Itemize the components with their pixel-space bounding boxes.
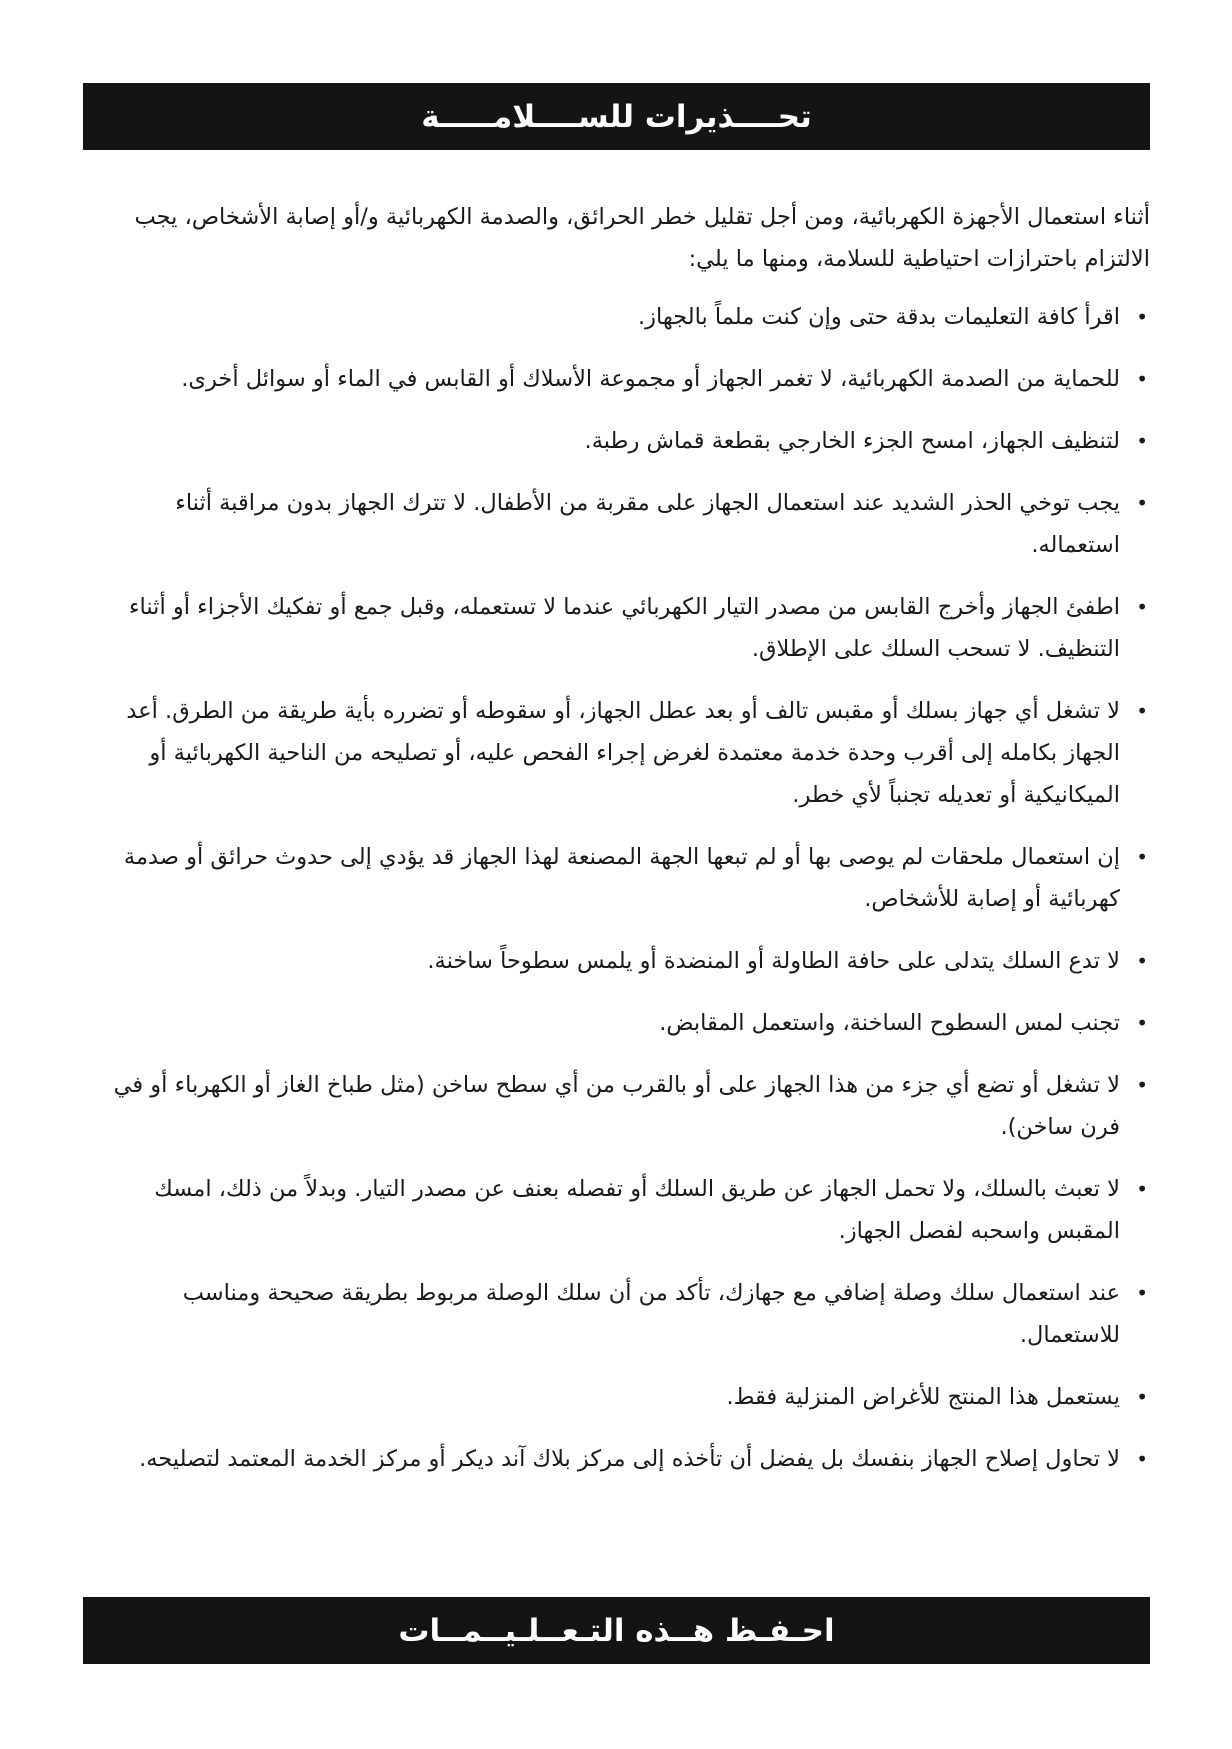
list-item: [96, 1438, 1150, 1480]
header-banner: [83, 83, 1150, 150]
footer-banner: [83, 1597, 1150, 1664]
list-item-text: لا تشغل أي جهاز بسلك أو مقبس تالف أو بعد عطل الجهاز، أو سقوطه أو تضرره بأية طريقة من الطرق. أعد الجهاز بكامله إلى أقرب وحدة خدمة معتمدة لغرض إجراء الفحص عليه، أو تصليحه من الناحية الكهربائية أو الميكانيكية أو تعديله تجنباً لأي خطر.: [126, 698, 1120, 808]
list-item-text: لا تحاول إصلاح الجهاز بنفسك بل يفضل أن تأخذه إلى مركز بلاك آند ديكر أو مركز الخدمة المعتمد لتصليحه.: [139, 1446, 1120, 1472]
list-item: [96, 482, 1150, 566]
bullet-icon: •: [1136, 1447, 1148, 1471]
bullet-icon: •: [1136, 595, 1148, 619]
bullet-icon: •: [1136, 1011, 1148, 1035]
list-item-text: اقرأ كافة التعليمات بدقة حتى وإن كنت ملماً بالجهاز.: [638, 304, 1120, 330]
list-item-text: لا تدع السلك يتدلى على حافة الطاولة أو المنضدة أو يلمس سطوحاً ساخنة.: [427, 948, 1120, 974]
list-item: [96, 690, 1150, 816]
bullet-icon: •: [1136, 949, 1148, 973]
footer-title: احـفـظ هــذه التـعــلـيــمــات: [398, 1612, 835, 1649]
list-item: [96, 1376, 1150, 1418]
list-item-text: للحماية من الصدمة الكهربائية، لا تغمر الجهاز أو مجموعة الأسلاك أو القابس في الماء أو سوائل أخرى.: [181, 366, 1120, 392]
page-title: تحــــذيرات للســــلامـــــة: [421, 98, 812, 135]
bullet-icon: •: [1136, 1281, 1148, 1305]
bullet-icon: •: [1136, 305, 1148, 329]
bullet-icon: •: [1136, 367, 1148, 391]
list-item: [96, 836, 1150, 920]
safety-list: [96, 296, 1150, 1480]
bullet-icon: •: [1136, 1385, 1148, 1409]
bullet-icon: •: [1136, 1073, 1148, 1097]
bullet-icon: •: [1136, 699, 1148, 723]
list-item: [96, 1272, 1150, 1356]
list-item-text: يجب توخي الحذر الشديد عند استعمال الجهاز على مقربة من الأطفال. لا تترك الجهاز بدون مراقبة أثناء استعماله.: [175, 490, 1120, 558]
list-item: [96, 1168, 1150, 1252]
list-item: [96, 358, 1150, 400]
bullet-icon: •: [1136, 1177, 1148, 1201]
list-item-text: لا تشغل أو تضع أي جزء من هذا الجهاز على أو بالقرب من أي سطح ساخن (مثل طباخ الغاز أو الكهرباء أو في فرن ساخن).: [113, 1072, 1120, 1140]
list-item: [96, 940, 1150, 982]
list-item: [96, 586, 1150, 670]
bullet-icon: •: [1136, 491, 1148, 515]
safety-content: [96, 196, 1150, 1500]
list-item: [96, 1064, 1150, 1148]
list-item-text: تجنب لمس السطوح الساخنة، واستعمل المقابض.: [659, 1010, 1120, 1036]
bullet-icon: •: [1136, 429, 1148, 453]
list-item: [96, 1002, 1150, 1044]
intro-paragraph: أثناء استعمال الأجهزة الكهربائية، ومن أجل تقليل خطر الحرائق، والصدمة الكهربائية و/أو إصابة الأشخاص، يجب الالتزام باحترازات احتياطية للسلامة، ومنها ما يلي:: [134, 204, 1150, 272]
bullet-icon: •: [1136, 845, 1148, 869]
list-item-text: لتنظيف الجهاز، امسح الجزء الخارجي بقطعة قماش رطبة.: [584, 428, 1120, 454]
list-item-text: يستعمل هذا المنتج للأغراض المنزلية فقط.: [726, 1384, 1120, 1410]
list-item: [96, 296, 1150, 338]
list-item-text: إن استعمال ملحقات لم يوصى بها أو لم تبعها الجهة المصنعة لهذا الجهاز قد يؤدي إلى حدوث حرائق أو صدمة كهربائية أو إصابة للأشخاص.: [123, 844, 1120, 912]
list-item-text: عند استعمال سلك وصلة إضافي مع جهازك، تأكد من أن سلك الوصلة مربوط بطريقة صحيحة ومناسب للاستعمال.: [182, 1280, 1120, 1348]
list-item-text: لا تعبث بالسلك، ولا تحمل الجهاز عن طريق السلك أو تفصله بعنف عن مصدر التيار. وبدلاً من ذلك، امسك المقبس واسحبه لفصل الجهاز.: [154, 1176, 1120, 1244]
list-item-text: اطفئ الجهاز وأخرج القابس من مصدر التيار الكهربائي عندما لا تستعمله، وقبل جمع أو تفكيك الأجزاء أو أثناء التنظيف. لا تسحب السلك على الإطلاق.: [128, 594, 1120, 662]
list-item: [96, 420, 1150, 462]
